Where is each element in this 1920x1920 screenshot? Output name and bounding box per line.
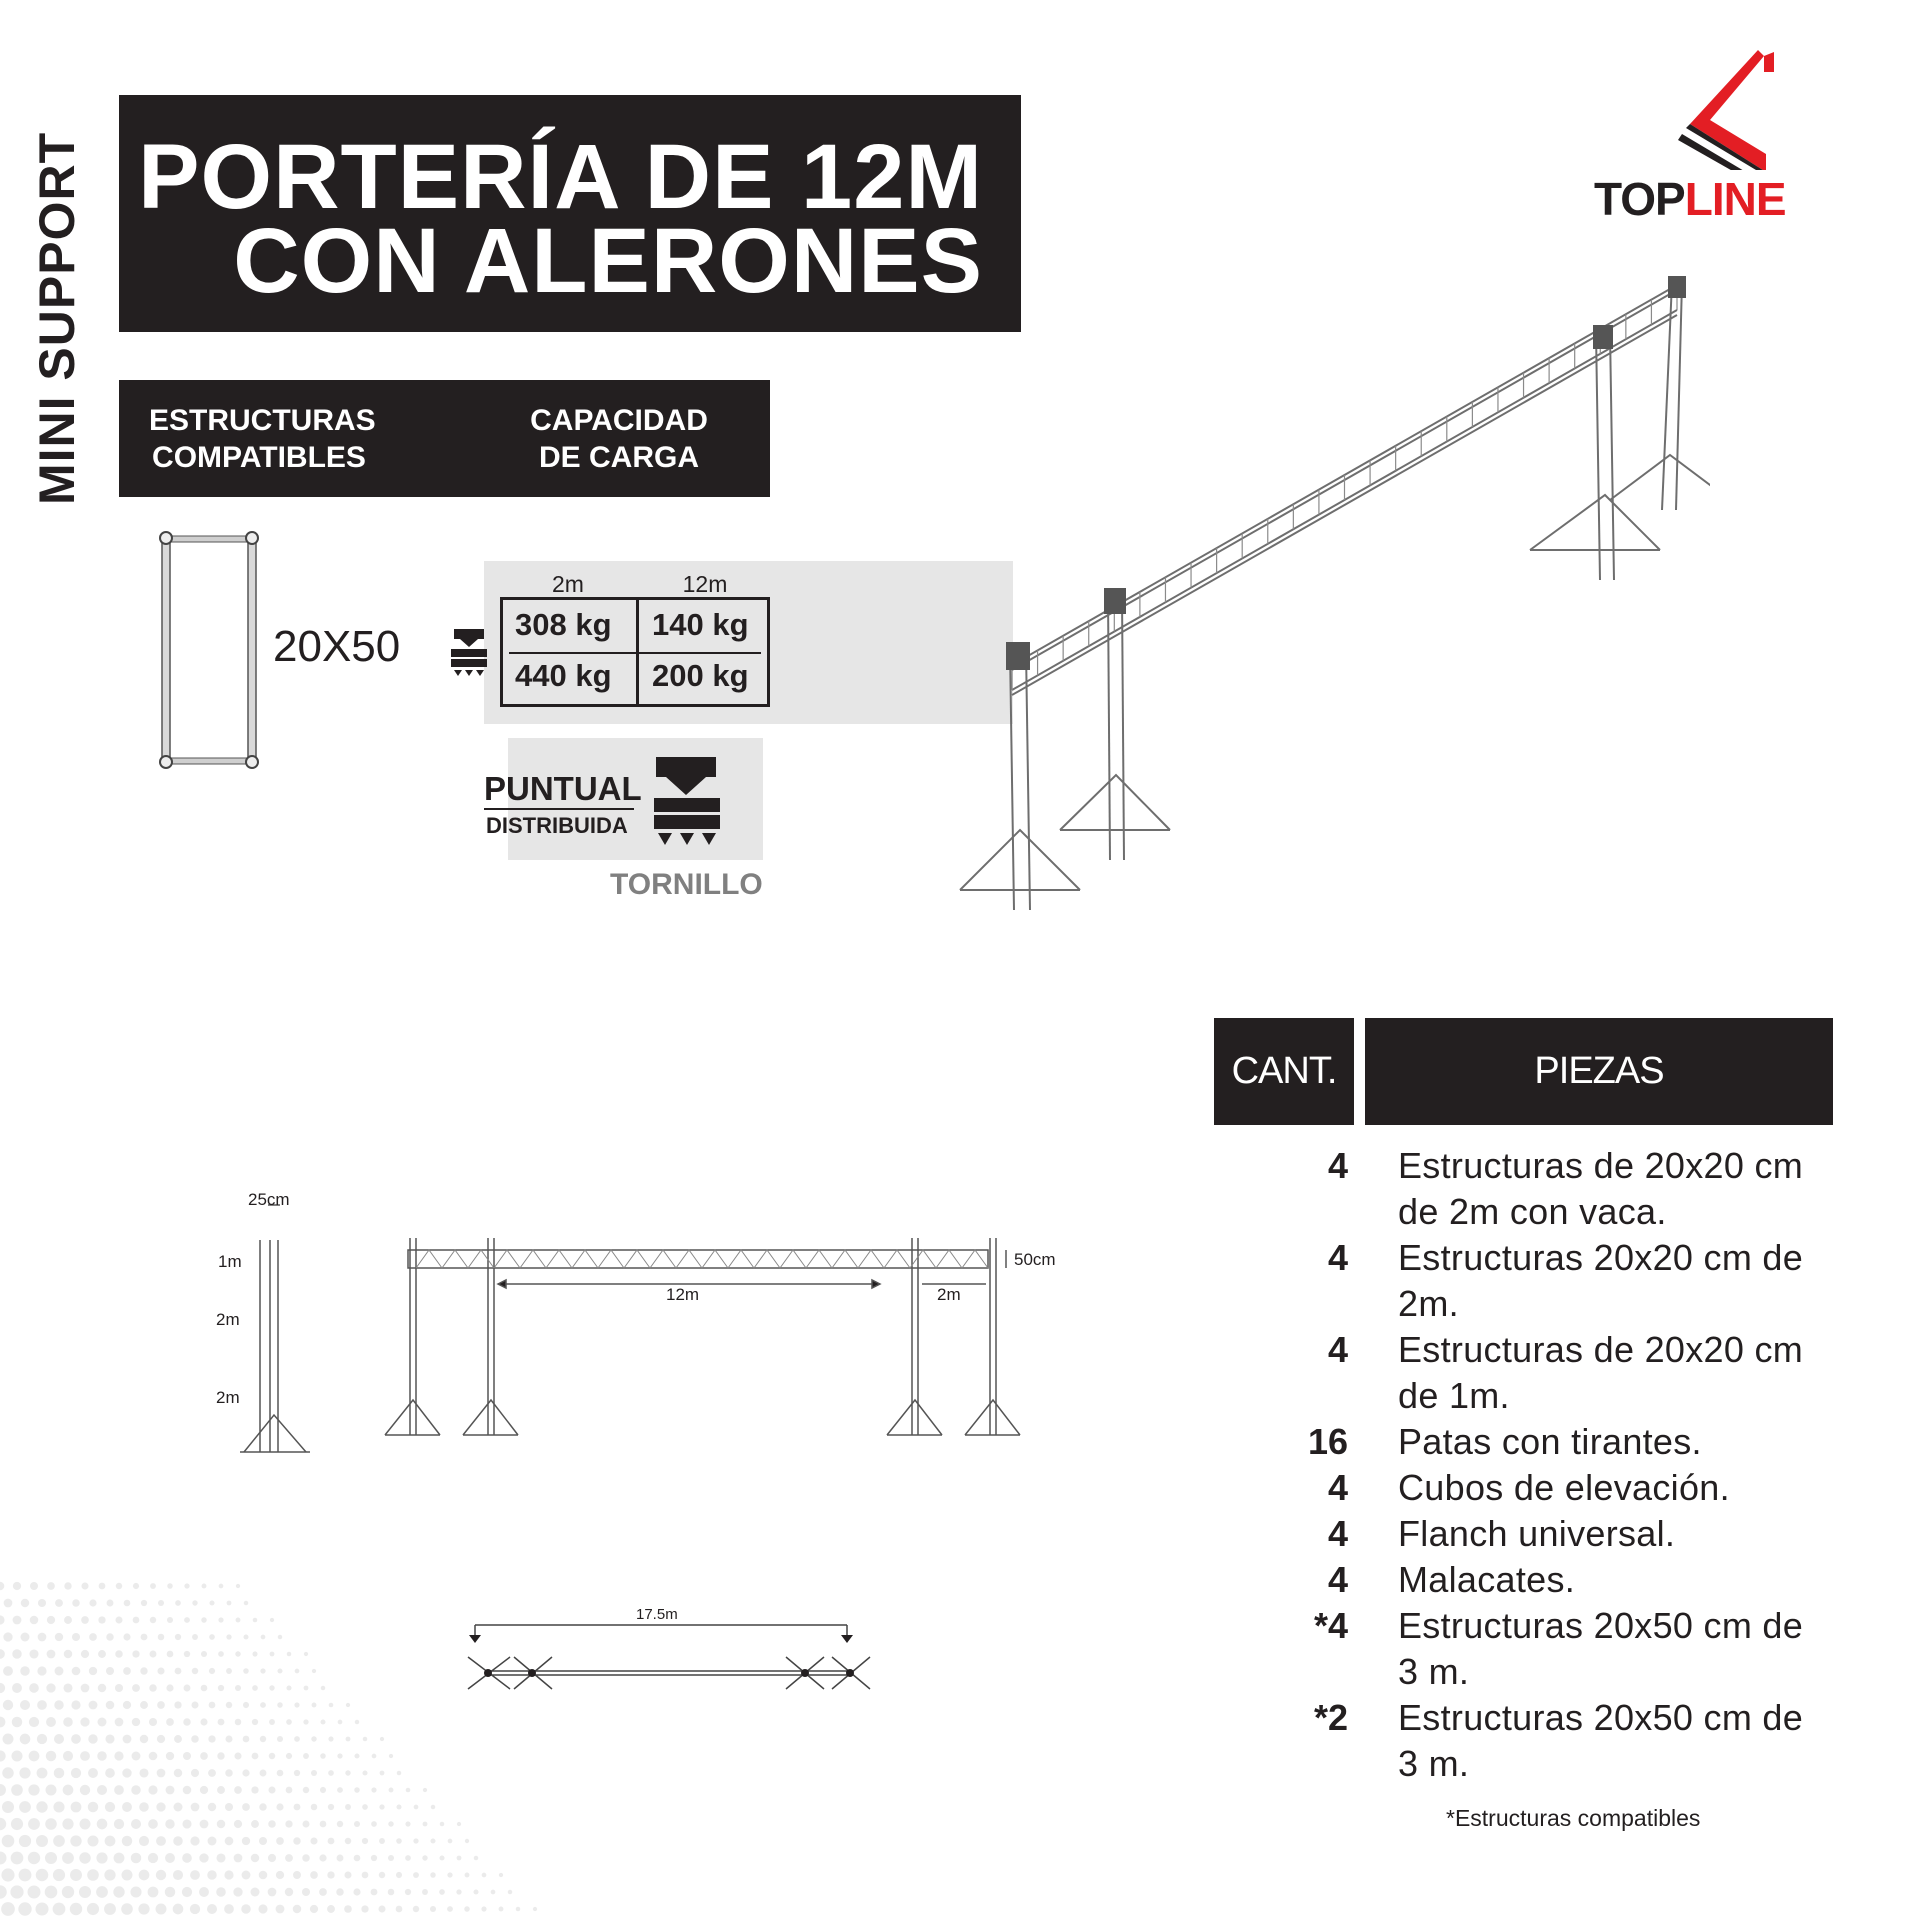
part-description-line: Estructuras de 20x20 cm (1398, 1329, 1804, 1370)
capacity-distributed-12m: 200 kg (652, 658, 749, 693)
part-quantity: 16 (1307, 1421, 1348, 1462)
elevation-height-1: 1m (218, 1252, 242, 1271)
elevation-width-label: 25cm (248, 1190, 290, 1209)
elevation-span-label: 12m (666, 1285, 700, 1304)
part-row (1240, 1419, 1860, 1465)
plan-drawing (460, 1595, 880, 1705)
topline-logo (1590, 50, 1870, 225)
part-quantity: *2 (1313, 1697, 1348, 1738)
legend-divider (484, 808, 634, 810)
elevation-height-2: 2m (216, 1310, 240, 1329)
part-description (1398, 1603, 1828, 1695)
title-line-2: CON ALERONES (233, 210, 983, 312)
truss-profile-icon (158, 530, 260, 770)
part-row (1240, 1235, 1860, 1327)
part-description-line: Cubos de elevación. (1398, 1467, 1730, 1508)
part-quantity: 4 (1327, 1145, 1348, 1186)
footnote: *Estructuras compatibles (1446, 1805, 1701, 1831)
part-quantity: 4 (1327, 1237, 1348, 1278)
logo-text-line: LINE (1684, 173, 1786, 225)
goalpost-isometric-illustration (950, 270, 1710, 940)
legend-distribuida: DISTRIBUIDA (486, 813, 628, 838)
elevation-height-3: 2m (216, 1388, 240, 1407)
part-row (1240, 1143, 1860, 1235)
part-quantity: *4 (1313, 1605, 1348, 1646)
capacity-point-12m: 140 kg (652, 607, 749, 642)
part-description (1398, 1143, 1828, 1235)
part-description (1398, 1557, 1828, 1603)
part-quantity: 4 (1327, 1559, 1348, 1600)
capacity-col-12m: 12m (682, 571, 728, 597)
part-description-line: 3 m. (1398, 1743, 1470, 1784)
part-description-line: Estructuras de 20x20 cm (1398, 1145, 1804, 1186)
part-description-line: de 1m. (1398, 1375, 1510, 1416)
part-description (1398, 1327, 1828, 1419)
part-row (1240, 1511, 1860, 1557)
part-description (1398, 1695, 1828, 1787)
part-description-line: Malacates. (1398, 1559, 1576, 1600)
part-description (1398, 1419, 1828, 1465)
part-quantity: 4 (1327, 1513, 1348, 1554)
part-description-line: Patas con tirantes. (1398, 1421, 1702, 1462)
legend-puntual: PUNTUAL (484, 770, 642, 807)
capacity-table (500, 597, 770, 707)
spec-header (119, 380, 770, 497)
compatible-structures-heading: ESTRUCTURAS COMPATIBLES (149, 404, 376, 474)
logo-mark-icon (1590, 50, 1870, 170)
header-parts: PIEZAS (1365, 1018, 1833, 1125)
elevation-drawing (200, 1190, 1100, 1480)
legend-tornillo: TORNILLO (610, 868, 763, 901)
load-type-icon (448, 629, 490, 681)
part-description-line: Flanch universal. (1398, 1513, 1676, 1554)
model-label: 20X50 (273, 622, 401, 671)
side-label: MINI SUPPORT (29, 131, 85, 505)
load-legend-icon (650, 757, 725, 849)
title-line-1: PORTERÍA DE 12M (138, 126, 983, 228)
part-description-line: 3 m. (1398, 1651, 1470, 1692)
elevation-truss-height: 50cm (1014, 1250, 1056, 1269)
part-row (1240, 1557, 1860, 1603)
elevation-wing-label: 2m (937, 1285, 961, 1304)
part-quantity: 4 (1327, 1467, 1348, 1508)
part-description-line: Estructuras 20x50 cm de (1398, 1605, 1804, 1646)
load-capacity-heading: CAPACIDAD DE CARGA (530, 404, 708, 474)
part-description-line: 2m. (1398, 1283, 1459, 1324)
part-row (1240, 1603, 1860, 1695)
part-row (1240, 1327, 1860, 1419)
logo-text-top: TOP (1594, 173, 1685, 225)
part-row (1240, 1465, 1860, 1511)
part-quantity: 4 (1327, 1329, 1348, 1370)
header-quantity: CANT. (1214, 1018, 1354, 1125)
part-description (1398, 1235, 1828, 1327)
plan-total-label: 17.5m (636, 1606, 678, 1623)
capacity-point-2m: 308 kg (515, 607, 612, 642)
part-description-line: de 2m con vaca. (1398, 1191, 1667, 1232)
part-row (1240, 1695, 1860, 1787)
parts-list (1240, 1143, 1860, 1787)
part-description (1398, 1511, 1828, 1557)
capacity-distributed-2m: 440 kg (515, 658, 612, 693)
part-description-line: Estructuras 20x20 cm de (1398, 1237, 1804, 1278)
title-banner (119, 95, 1021, 332)
capacity-col-2m: 2m (552, 571, 584, 597)
part-description (1398, 1465, 1828, 1511)
part-description-line: Estructuras 20x50 cm de (1398, 1697, 1804, 1738)
